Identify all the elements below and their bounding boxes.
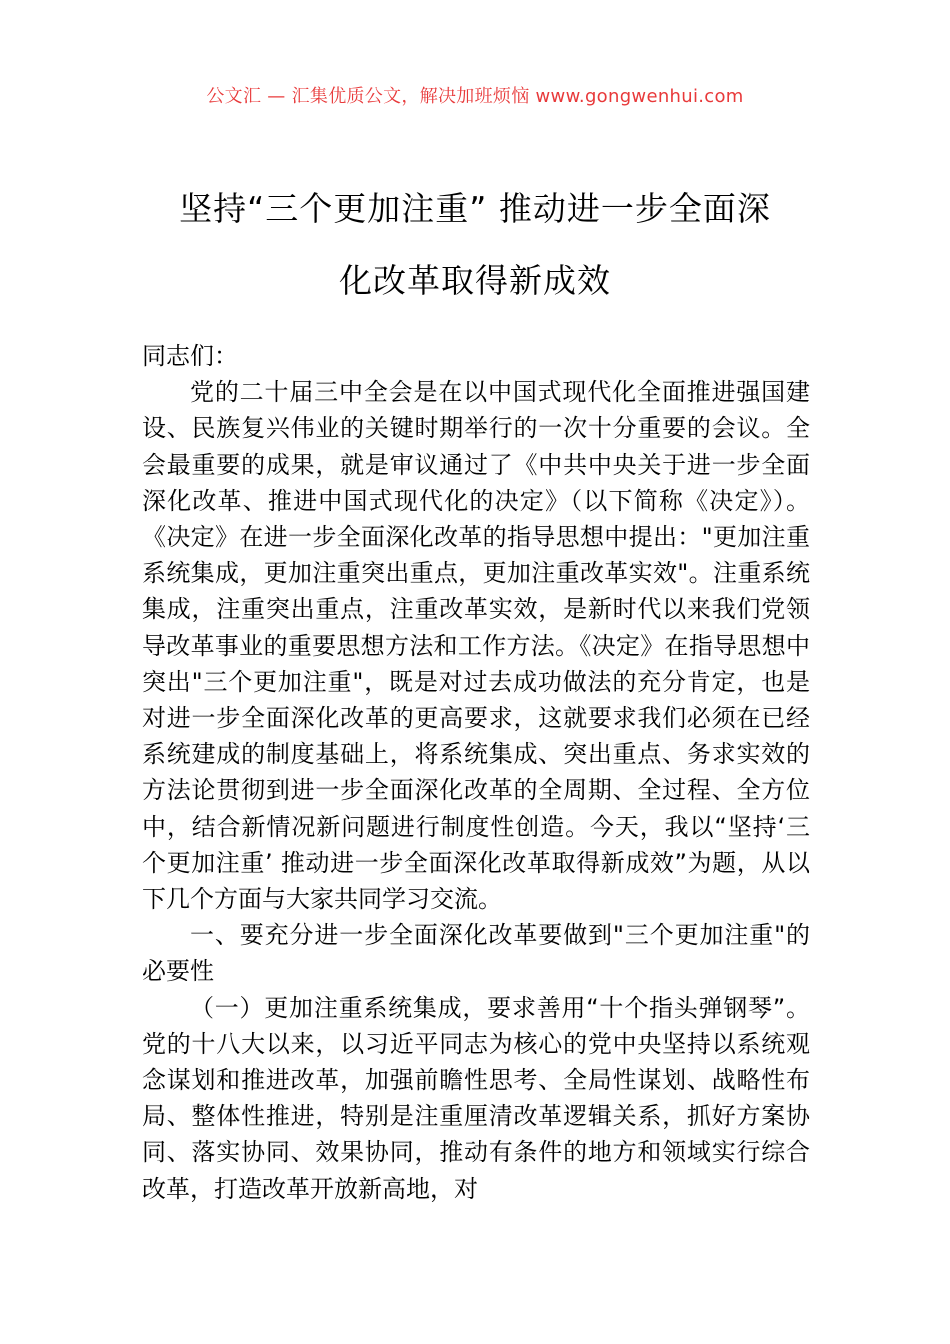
title-line-2: 化改革取得新成效 (339, 261, 611, 300)
document-title (140, 173, 810, 317)
paragraph-intro: 党的二十届三中全会是在以中国式现代化全面推进强国建设、民族复兴伟业的关键时期举行的一次十分重要的会议。全会最重要的成果，就是审议通过了《中共中央关于进一步全面深化改革、推进中国式现代化的决定》（以下简称《决定》）。《决定》在进一步全面深化改革的指导思想中提出："更加注重系统集成，更加注重突出重点，更加注重改革实效"。注重系统集成，注重突出重点，注重改革实效，是新时代以来我们党领导改革事业的重要思想方法和工作方法。《决定》在指导思想中突出"三个更加注重"，既是对过去成功做法的充分肯定，也是对进一步全面深化改革的更高要求，这就要求我们必须在已经系统建成的制度基础上，将系统集成、突出重点、务求实效的方法论贯彻到进一步全面深化改革的全周期、全过程、全方位中，结合新情况新问题进行制度性创造。今天，我以“坚持‘三个更加注重’ 推动进一步全面深化改革取得新成效”为题，从以下几个方面与大家共同学习交流。 (142, 378, 810, 914)
section-heading-1: 一、要充分进一步全面深化改革要做到"三个更加注重"的必要性 (142, 921, 810, 986)
salutation: 同志们： (142, 342, 238, 370)
document-body (142, 338, 810, 1207)
paragraph-subsection-1: （一）更加注重系统集成，要求善用“十个指头弹钢琴”。党的十八大以来，以习近平同志为核心的党中央坚持以系统观念谋划和推进改革，加强前瞻性思考、全局性谋划、战略性布局、整体性推进，特别是注重厘清改革逻辑关系，抓好方案协同、落实协同、效果协同，推动有条件的地方和领域实行综合改革，打造改革开放新高地，对 (142, 993, 810, 1203)
title-line-1: 坚持“三个更加注重” 推动进一步全面深 (179, 189, 771, 228)
site-banner: 公文汇 — 汇集优质公文，解决加班烦恼 www.gongwenhui.com (206, 86, 744, 107)
